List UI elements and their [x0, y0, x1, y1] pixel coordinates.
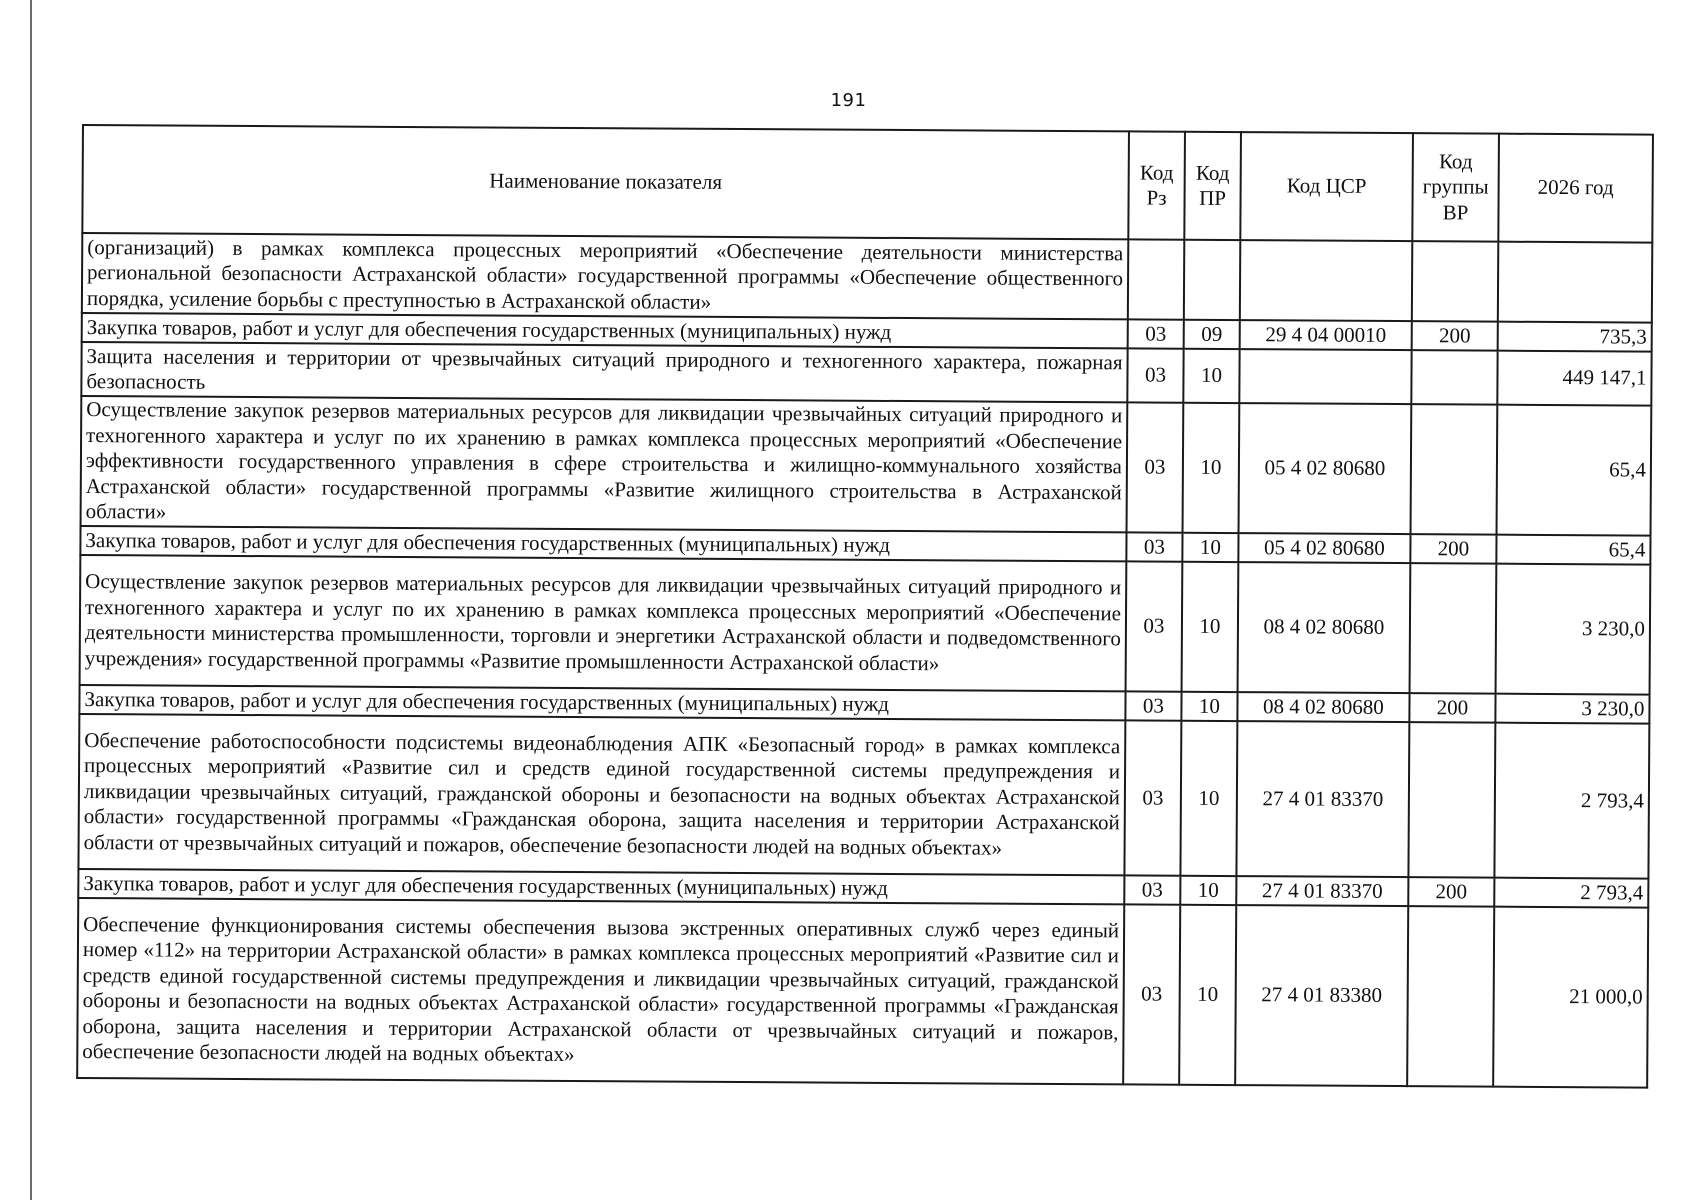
- row-name: Закупка товаров, работ и услуг для обеспечения государственных (муниципальных) нужд: [80, 526, 1126, 561]
- row-csr: [1239, 349, 1411, 404]
- row-rz: 03: [1125, 691, 1181, 720]
- header-name: Наименование показателя: [82, 125, 1129, 239]
- page-number: 191: [830, 90, 867, 111]
- table-header-row: [82, 125, 1653, 243]
- row-vr: [1410, 563, 1497, 694]
- row-vr: [1408, 722, 1495, 878]
- row-pr: 10: [1183, 403, 1240, 533]
- row-rz: 03: [1128, 319, 1184, 348]
- row-pr: [1184, 240, 1240, 320]
- row-amount: 65,4: [1496, 535, 1650, 565]
- header-vr: Код группы ВР: [1412, 133, 1499, 242]
- row-rz: 03: [1127, 348, 1183, 402]
- row-pr: 10: [1179, 905, 1236, 1085]
- row-vr: [1411, 350, 1497, 405]
- row-vr: 200: [1412, 321, 1498, 351]
- row-csr: 27 4 01 83380: [1235, 905, 1408, 1086]
- budget-table: [76, 124, 1654, 1089]
- row-csr: 29 4 04 00010: [1240, 320, 1412, 350]
- row-csr: 05 4 02 80680: [1238, 533, 1410, 563]
- row-rz: 03: [1123, 904, 1180, 1084]
- row-name: (организаций) в рамках комплекса процессных мероприятий «Обеспечение деятельности министерства региональной безопасности Астраханской области» государственной программы «Обеспечение общественного порядка, усиление борьбы с преступностью в Астраханской области»: [82, 233, 1128, 319]
- row-name: Закупка товаров, работ и услуг для обеспечения государственных (муниципальных) нужд: [82, 313, 1128, 348]
- row-csr: 27 4 01 83370: [1236, 876, 1408, 906]
- header-rz: Код Рз: [1128, 131, 1185, 239]
- row-vr: [1412, 241, 1498, 322]
- row-vr: 200: [1410, 534, 1496, 564]
- row-amount: [1498, 242, 1652, 323]
- row-csr: 05 4 02 80680: [1239, 403, 1412, 534]
- header-pr: Код ПР: [1184, 132, 1241, 240]
- row-name: Обеспечение функционирования системы обеспечения вызова экстренных оперативных служб через единый номер «112» на территории Астраханской области» в рамках комплекса процессных мероприятий «Развитие сил и средств единой государственной системы предупреждения и ликвидации чрезвычайных ситуаций, гражданской обороны и безопасности на водных объектах Астраханской области» государственной программы «Гражданская оборона, защита населения и территории Астраханской области от чрезвычайных ситуаций и пожаров, обеспечение безопасности людей на водных объектах»: [77, 898, 1124, 1084]
- row-pr: 10: [1180, 721, 1237, 876]
- row-amount: 65,4: [1497, 405, 1652, 536]
- header-year: 2026 год: [1498, 134, 1653, 243]
- row-name: Осуществление закупок резервов материальных ресурсов для ликвидации чрезвычайных ситуаций природного и техногенного характера и услуг по их хранению в рамках комплекса процессных мероприятий «Обеспечение деятельности министерства промышленности, торговли и энергетики Астраханской области и подведомственного учреждения» государственной программы «Развитие промышленности Астраханской области»: [80, 555, 1127, 691]
- table-row: [82, 233, 1652, 323]
- row-amount: 2 793,4: [1494, 723, 1649, 879]
- row-rz: [1128, 239, 1184, 319]
- row-amount: 449 147,1: [1497, 351, 1651, 406]
- row-rz: 03: [1124, 720, 1181, 875]
- row-name: Закупка товаров, работ и услуг для обеспечения государственных (муниципальных) нужд: [79, 685, 1125, 720]
- row-name: Обеспечение работоспособности подсистемы видеонаблюдения АПК «Безопасный город» в рамках комплекса процессных мероприятий «Развитие сил и средств единой государственной системы предупреждения и ликвидации чрезвычайных ситуаций, гражданской обороны и безопасности на водных объектах Астраханской области» государственной программы «Гражданская оборона, защита населения и территории Астраханской области от чрезвычайных ситуаций и пожаров, обеспечение безопасности людей на водных объектах»: [78, 714, 1125, 875]
- row-rz: 03: [1127, 402, 1184, 532]
- table-row: [80, 555, 1651, 695]
- row-csr: 08 4 02 80680: [1237, 692, 1409, 722]
- row-amount: 735,3: [1498, 322, 1652, 352]
- row-name: Осуществление закупок резервов материальных ресурсов для ликвидации чрезвычайных ситуаций природного и техногенного характера и услуг по их хранению в рамках комплекса процессных мероприятий «Обеспечение эффективности государственного управления в сфере строительства и жилищно-коммунального хозяйства Астраханской области» государственной программы «Развитие жилищного строительства в Астраханской области»: [81, 396, 1128, 532]
- row-csr: 08 4 02 80680: [1238, 562, 1411, 693]
- row-amount: 2 793,4: [1494, 878, 1648, 908]
- row-vr: [1411, 404, 1498, 535]
- row-name: Закупка товаров, работ и услуг для обеспечения государственных (муниципальных) нужд: [78, 869, 1124, 904]
- row-pr: 10: [1180, 876, 1236, 905]
- row-pr: 09: [1184, 320, 1240, 349]
- table-row: [81, 342, 1651, 406]
- row-amount: 3 230,0: [1495, 694, 1649, 724]
- row-rz: 03: [1126, 532, 1182, 561]
- row-pr: 10: [1181, 692, 1237, 721]
- row-pr: 10: [1183, 349, 1239, 403]
- row-csr: [1240, 240, 1412, 321]
- row-amount: 3 230,0: [1496, 564, 1651, 695]
- row-amount: 21 000,0: [1493, 907, 1648, 1088]
- row-vr: 200: [1409, 693, 1495, 723]
- row-csr: 27 4 01 83370: [1236, 721, 1409, 877]
- row-name: Защита населения и территории от чрезвычайных ситуаций природного и техногенного характера, пожарная безопасность: [81, 342, 1127, 402]
- table-row: [78, 714, 1649, 879]
- header-csr: Код ЦСР: [1240, 132, 1413, 241]
- row-rz: 03: [1126, 561, 1183, 691]
- table-row: [81, 396, 1652, 536]
- table-row: [77, 898, 1648, 1088]
- row-rz: 03: [1124, 875, 1180, 904]
- binding-margin-line: [30, 0, 32, 1200]
- row-vr: 200: [1408, 877, 1494, 907]
- row-pr: 10: [1182, 562, 1239, 692]
- row-pr: 10: [1182, 533, 1238, 562]
- row-vr: [1407, 906, 1494, 1087]
